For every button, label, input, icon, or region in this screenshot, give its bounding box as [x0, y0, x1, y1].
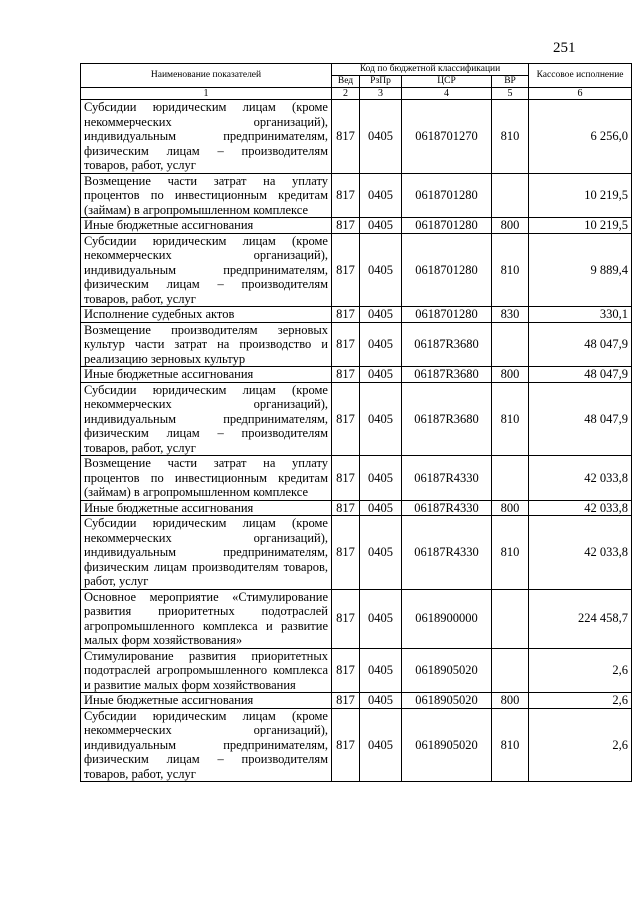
row-amount: 10 219,5 — [529, 218, 632, 234]
row-amount: 2,6 — [529, 693, 632, 709]
row-name: Исполнение судебных актов — [81, 307, 332, 323]
row-csr: 0618701270 — [402, 100, 492, 174]
table-row — [81, 233, 632, 307]
row-ved: 817 — [332, 693, 360, 709]
row-vr — [492, 456, 529, 501]
row-vr — [492, 173, 529, 218]
col-number: 1 — [81, 88, 332, 100]
row-rzpr: 0405 — [360, 367, 402, 383]
row-name: Основное мероприятие «Стимулирование развития приоритетных подотраслей агропромышленного комплекса и развитие малых форм хозяйствования» — [81, 589, 332, 648]
row-rzpr: 0405 — [360, 307, 402, 323]
row-rzpr: 0405 — [360, 322, 402, 367]
table-row — [81, 693, 632, 709]
row-rzpr: 0405 — [360, 708, 402, 782]
row-rzpr: 0405 — [360, 218, 402, 234]
row-ved: 817 — [332, 589, 360, 648]
row-rzpr: 0405 — [360, 500, 402, 516]
row-vr: 800 — [492, 218, 529, 234]
page-number: 251 — [553, 40, 576, 56]
row-csr: 0618701280 — [402, 233, 492, 307]
row-csr: 0618905020 — [402, 693, 492, 709]
col-number: 3 — [360, 88, 402, 100]
row-ved: 817 — [332, 307, 360, 323]
table-row — [81, 173, 632, 218]
header-ved: Вед — [332, 76, 360, 88]
row-csr: 06187R4330 — [402, 516, 492, 590]
row-vr: 810 — [492, 233, 529, 307]
row-csr: 0618701280 — [402, 173, 492, 218]
row-rzpr: 0405 — [360, 648, 402, 693]
table-row — [81, 648, 632, 693]
row-rzpr: 0405 — [360, 173, 402, 218]
row-amount: 42 033,8 — [529, 516, 632, 590]
header-csr: ЦСР — [402, 76, 492, 88]
row-rzpr: 0405 — [360, 516, 402, 590]
row-amount: 2,6 — [529, 648, 632, 693]
row-ved: 817 — [332, 500, 360, 516]
row-csr: 0618900000 — [402, 589, 492, 648]
row-amount: 10 219,5 — [529, 173, 632, 218]
row-name: Иные бюджетные ассигнования — [81, 500, 332, 516]
table-row — [81, 367, 632, 383]
header-amount: Кассовое исполнение — [529, 64, 632, 88]
row-amount: 2,6 — [529, 708, 632, 782]
row-vr: 830 — [492, 307, 529, 323]
row-name: Субсидии юридическим лицам (кроме некоммерческих организаций), индивидуальным предпринимателям, физическим лицам – производителям товаров, работ, услуг — [81, 233, 332, 307]
row-amount: 42 033,8 — [529, 500, 632, 516]
row-amount: 42 033,8 — [529, 456, 632, 501]
table-row — [81, 589, 632, 648]
row-name: Субсидии юридическим лицам (кроме некоммерческих организаций), индивидуальным предпринимателям, физическим лицам – производителям товаров, работ, услуг — [81, 382, 332, 456]
row-rzpr: 0405 — [360, 382, 402, 456]
table-row — [81, 307, 632, 323]
row-amount: 48 047,9 — [529, 322, 632, 367]
table-row — [81, 382, 632, 456]
col-number: 4 — [402, 88, 492, 100]
row-name: Иные бюджетные ассигнования — [81, 218, 332, 234]
row-name: Субсидии юридическим лицам (кроме некоммерческих организаций), индивидуальным предпринимателям, физическим лицам – производителям товаров, работ, услуг — [81, 100, 332, 174]
header-code-group: Код по бюджетной классификации — [332, 64, 529, 76]
row-csr: 06187R4330 — [402, 500, 492, 516]
table-body — [81, 100, 632, 782]
row-vr — [492, 322, 529, 367]
table-row — [81, 456, 632, 501]
row-rzpr: 0405 — [360, 589, 402, 648]
row-csr: 06187R3680 — [402, 367, 492, 383]
col-number: 5 — [492, 88, 529, 100]
row-csr: 06187R3680 — [402, 322, 492, 367]
column-number-row — [81, 88, 632, 100]
row-ved: 817 — [332, 708, 360, 782]
row-name: Иные бюджетные ассигнования — [81, 693, 332, 709]
row-vr: 800 — [492, 500, 529, 516]
row-vr: 810 — [492, 382, 529, 456]
row-rzpr: 0405 — [360, 233, 402, 307]
table-row — [81, 516, 632, 590]
row-vr: 800 — [492, 367, 529, 383]
row-name: Возмещение производителям зерновых культур части затрат на производство и реализацию зерновых культур — [81, 322, 332, 367]
row-ved: 817 — [332, 367, 360, 383]
row-vr: 810 — [492, 516, 529, 590]
row-name: Возмещение части затрат на уплату процентов по инвестиционным кредитам (займам) в агропромышленном комплексе — [81, 456, 332, 501]
row-rzpr: 0405 — [360, 100, 402, 174]
row-rzpr: 0405 — [360, 693, 402, 709]
table-row — [81, 218, 632, 234]
row-csr: 06187R3680 — [402, 382, 492, 456]
header-name: Наименование показателей — [81, 64, 332, 88]
header-rzpr: РзПр — [360, 76, 402, 88]
header-vr: ВР — [492, 76, 529, 88]
row-amount: 9 889,4 — [529, 233, 632, 307]
row-csr: 06187R4330 — [402, 456, 492, 501]
row-rzpr: 0405 — [360, 456, 402, 501]
row-ved: 817 — [332, 648, 360, 693]
row-name: Иные бюджетные ассигнования — [81, 367, 332, 383]
row-ved: 817 — [332, 173, 360, 218]
row-ved: 817 — [332, 322, 360, 367]
row-csr: 0618701280 — [402, 218, 492, 234]
row-amount: 48 047,9 — [529, 367, 632, 383]
row-amount: 330,1 — [529, 307, 632, 323]
row-amount: 48 047,9 — [529, 382, 632, 456]
row-vr — [492, 589, 529, 648]
col-number: 6 — [529, 88, 632, 100]
row-amount: 224 458,7 — [529, 589, 632, 648]
row-ved: 817 — [332, 233, 360, 307]
row-vr: 810 — [492, 100, 529, 174]
row-ved: 817 — [332, 100, 360, 174]
table-row — [81, 500, 632, 516]
row-vr: 800 — [492, 693, 529, 709]
col-number: 2 — [332, 88, 360, 100]
row-ved: 817 — [332, 516, 360, 590]
row-name: Возмещение части затрат на уплату процентов по инвестиционным кредитам (займам) в агропромышленном комплексе — [81, 173, 332, 218]
table-row — [81, 322, 632, 367]
row-ved: 817 — [332, 456, 360, 501]
row-csr: 0618701280 — [402, 307, 492, 323]
table-header — [81, 64, 632, 100]
budget-table — [80, 63, 632, 782]
row-vr: 810 — [492, 708, 529, 782]
table-row — [81, 708, 632, 782]
row-name: Субсидии юридическим лицам (кроме некоммерческих организаций), индивидуальным предпринимателям, физическим лицам производителям товаров, работ, услуг — [81, 516, 332, 590]
row-name: Стимулирование развития приоритетных подотраслей агропромышленного комплекса и развитие малых форм хозяйствования — [81, 648, 332, 693]
row-name: Субсидии юридическим лицам (кроме некоммерческих организаций), индивидуальным предпринимателям, физическим лицам – производителям товаров, работ, услуг — [81, 708, 332, 782]
row-csr: 0618905020 — [402, 648, 492, 693]
table-row — [81, 100, 632, 174]
row-csr: 0618905020 — [402, 708, 492, 782]
row-vr — [492, 648, 529, 693]
row-amount: 6 256,0 — [529, 100, 632, 174]
row-ved: 817 — [332, 218, 360, 234]
row-ved: 817 — [332, 382, 360, 456]
